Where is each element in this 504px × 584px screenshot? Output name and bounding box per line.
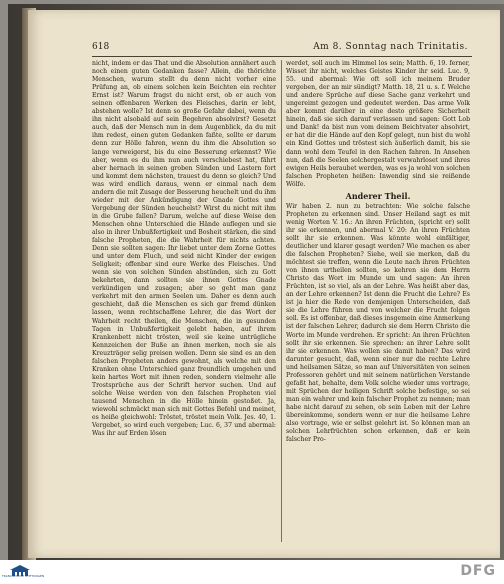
left-column-text: nicht, indem er das That und die Absolution annähert auch noch einen guten Gedanken fasse? Allein, die thörichte Menschen, warum stellt du denn nicht vorher eine Prüfung an, ob einem solchen kein Beichten ein rechter Ernst ist? Warum fragst du nicht erst, ob er auch von seinen offenbaren Werken des Fleisches, darin er lebt, abstehen wolle? Ist denn so große Gefahr dabei, wenn du ihn nicht alsobald auf sein Begehren absolvirst? Gesetzt auch, daß der Mensch nun in dem Augenblick, da du mit ihm redest, einen guten Gedanken faßte, sollte er darum denn zur Hölle fahren, wenn du ihm die Absolution so lange verweigerst, bis du eine Besserung erkennst? Wie aber, wenn es du ihm nun auch verschiebest hat, fährt aber hernach in seinen groben Sünden und Lastern fort und kommt dem nächsten, trauest du denn so gleich? Und was wird endlich daraus, wenn er einmal nach dem andern die mit Zusage der Besserung heuchelt und du ihm wieder mit der Ankündigung der Gnade Gottes und Vergebung der Sünden heuchelst? Wirst du nicht mit ihm in die Grube fallen? Darum, welche auf diese Weise den Menschen ohne Unterschied die Hände auflegen und sie also in ihrer Unbußfertigkeit und Bosheit stärken, die sind falsche Propheten, die die Wahrheit für nichts achten. Denn sie sollten sagen: Ihr liebet unter dem Zorne Gottes und unter dem Fluch, und seid nicht Kinder der ewigen Seligkeit; offenbar sind eure Werke des Fleisches. Und wenn sie von solchen Sünden abstünden, sich zu Gott bekehrten, dann sollten sie ihnen Gottes Gnade verkündigen und zusagen; aber so geht man ganz verkehrt mit den armen Seelen um. Daher es denn auch geschieht, daß die Menschen es sich gar fremd dünken lassen, wenn rechtschaffene Lehrer, die das Wort der Wahrheit recht theilen, die Menschen, die in gesunden Tagen in Unbußfertigkeit gelebt haben, auf ihrem Krankenbett nicht trösten, weil sie keine untrügliche Kennzeichen der Buße an ihnen merken, noch sie als Kreuzträger selig preisen wollen. Denn sie sind es an den falschen Propheten anders gewohnt, als welche mit den Kranken ohne Unterschied ganz freundlich umgehen und kein hartes Wort mit ihnen reden, sondern vielmehr alle Trostsprüche aus der Schrift hervor suchen. Und auf solche Weise werden von den falschen Propheten viel tausend Menschen in die Hölle hinein gestoßet. Ja, wiewohl schmückt man sich mit Gottes Befehl und meinet, es heiße gleichwohl: Tröstet, tröstet mein Volk. Jes. 40, 1. Vergebet, so wird euch vergeben; Luc. 6, 37 und abermal: Was ihr auf Erden lösen (92, 60, 276, 438)
page-number: 618 (92, 42, 110, 52)
franckesche-stiftungen-logo[interactable] (6, 562, 34, 582)
page-header (92, 42, 472, 56)
running-title: Am 8. Sonntag nach Trinitatis. (313, 42, 468, 52)
right-column (286, 60, 470, 544)
section-heading: Anderer Theil. (345, 190, 411, 201)
logo-text: FRANCKESCHE STIFTUNGEN (2, 574, 45, 578)
header-rule (92, 56, 472, 57)
right-column-text-before: werdet, soll auch im Himmel los sein; Matth. 6, 19. ferner, Wisset ihr nicht, welches Geistes Kinder ihr seid. Luc. 9, 55. und abermal: Wie oft soll ich meinem Bruder vergeben, der an mir sündigt? Matth. 18, 21 u. s. f. Welche und andere Sprüche auf diese Sache ganz verkehrt und ungereimt gezogen und gedeutet werden. Das arme Volk aber kommt darüber in eine desto größere Sicherheit hinein, daß sie sich darauf verlassen und sagen: Gott Lob und Dank! da bist nun vom deinem Beichtvater absolvirt, er hat dir die Hände auf den Kopf gelegt, nun bist du wohl ein Kind Gottes und tröstest sich äußerlich damit, bis sie dann wohl dem Teufel in den Rachen fahren. In Ansehen nun, daß die Seelen solchergestalt verwahrloset und ihres ewigen Heils beraubet werden, was es ja wohl von solchen falschen Propheten heißen: Inwendig sind sie reißende Wölfe. (286, 60, 470, 188)
dfg-logo[interactable]: DFG (460, 563, 496, 579)
left-column (92, 60, 276, 544)
right-column-text-after: Wir haben 2. nun zu betrachten: Wie solche falsche Propheten zu erkennen sind. Unser Heiland sagt es mit wenig Worten V. 16.: An ihren Früchten, (spricht er) sollt ihr sie erkennen, und abermal V. 20: An ihren Früchten sollt ihr sie erkennen. Was könnte wohl einfältiger, deutlicher und klarer gesagt werden? Wie machen es aber die falschen Propheten? Siehe, weil sie merken, daß du möchtest sie treffen, wenn die Leute nach ihren Früchten von ihnen urtheilen sollten, so kehren sie dem Herrn Christo das Wort im Munde um und sagen: An ihren Früchten, ist so viel, als an der Lehre. Was heißt aber das, an der Lehre erkennen? Ist denn die Frucht die Lehre? Es ist ja hier die Rede von demjenigen Unterscheiden, daß sie die Lehre führen und von welcher die Frucht folgen soll. Es ist offenbar, daß dieses insgemein eine Anmerkung ist der falschen Lehrer, dadurch sie dem Herrn Christo die Worte im Munde verdrehen. Er spricht: An ihren Früchten sollt ihr sie erkennen. Sie sprechen: an ihrer Lehre sollt ihr sie erkennen. Was wollen sie damit haben? Das wird darunter gesucht, daß, wenn einer nur die rechte Lehre und heilsamen Sätze, so man auf Universitäten von seinen Professoren gehört und mit seinem natürlichen Verstande gefaßt hat, behalte, dem Volk solche wieder ums vortrage, mit Sprüchen der heiligen Schrift solche befestige, so sei man ein wahrer und kein falscher Prophet zu nennen; man habe nicht darauf zu sehen, ob sein Leben mit der Lehre übereinkomme, sondern wenn er nur die heilsame Lehre also vortrage, wie er selbst gelehrt ist. So können man an solchen Lehrfrüchten schon erkennen, daß er kein falscher Pro- (286, 202, 470, 444)
viewer-footer (0, 560, 504, 584)
column-divider (281, 60, 282, 542)
